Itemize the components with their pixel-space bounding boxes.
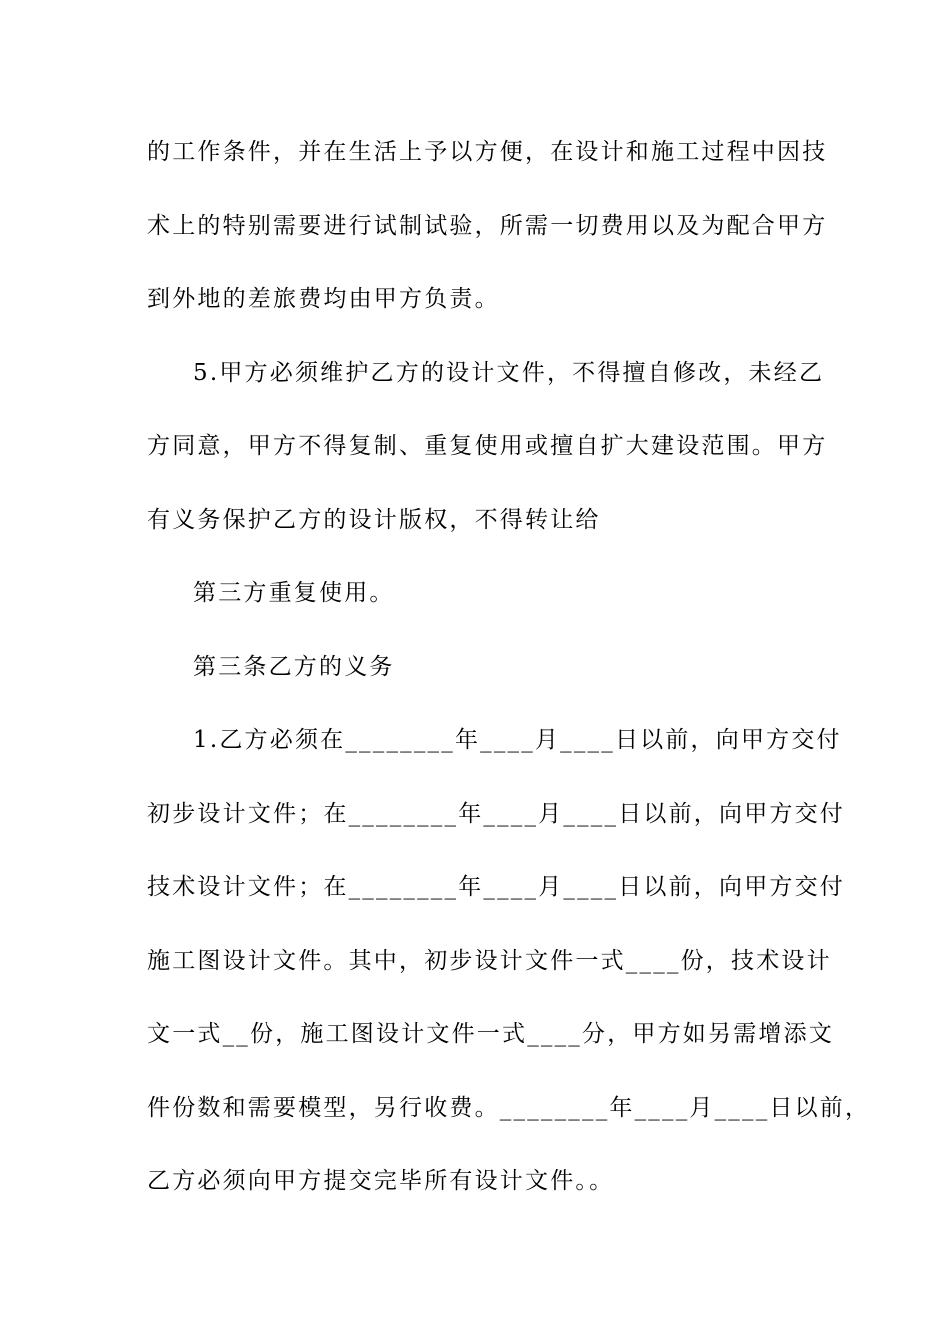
text-line-7: 第三方重复使用。 bbox=[193, 580, 395, 606]
section-heading: 第三条乙方的义务 bbox=[193, 653, 395, 680]
text-line-11: 技术设计文件；在________年____月____日以前，向甲方交付 bbox=[147, 874, 845, 900]
text-line-9: 1.乙方必须在________年____月____日以前，向甲方交付 bbox=[193, 727, 842, 753]
text-line-4: 5.甲方必须维护乙方的设计文件，不得擅自修改，未经乙 bbox=[193, 359, 825, 386]
text-line-5: 方同意，甲方不得复制、重复使用或擅自扩大建设范围。甲方 bbox=[147, 433, 828, 459]
text-line-13: 文一式__份，施工图设计文件一式____分，甲方如另需增添文 bbox=[147, 1021, 834, 1047]
text-line-6: 有义务保护乙方的设计版权，不得转让给 bbox=[147, 506, 601, 533]
text-line-2: 术上的特别需要进行试制试验，所需一切费用以及为配合甲方 bbox=[147, 212, 828, 239]
text-line-14: 件份数和需要模型，另行收费。________年____月____日以前， bbox=[147, 1094, 871, 1121]
text-line-15: 乙方必须向甲方提交完毕所有设计文件。。 bbox=[147, 1168, 615, 1194]
document-body bbox=[147, 132, 871, 1235]
text-line-1: 的工作条件，并在生活上予以方便，在设计和施工过程中因技 bbox=[147, 139, 828, 165]
text-line-3: 到外地的差旅费均由甲方负责。 bbox=[147, 286, 500, 312]
text-line-12: 施工图设计文件。其中，初步设计文件一式____份，技术设计 bbox=[147, 947, 832, 974]
text-line-10: 初步设计文件；在________年____月____日以前，向甲方交付 bbox=[147, 800, 845, 827]
